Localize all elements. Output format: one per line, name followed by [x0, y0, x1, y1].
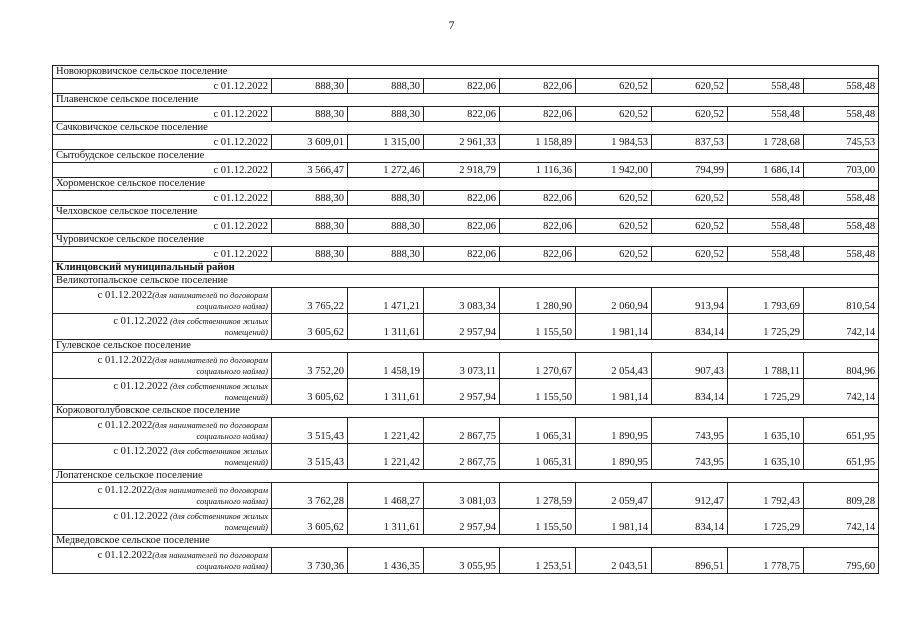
tariff-value-cell: 1 725,29 — [728, 379, 804, 405]
tariff-value-cell: 558,48 — [728, 191, 804, 206]
tariff-value-cell: 1 890,95 — [576, 444, 652, 470]
tariff-value-cell: 3 073,11 — [424, 353, 500, 379]
period-label — [53, 135, 272, 150]
tariff-value-cell: 651,95 — [804, 444, 879, 470]
tariff-value-cell: 3 765,22 — [272, 288, 348, 314]
settlement-name-row — [53, 178, 879, 191]
tariff-value-cell: 742,14 — [804, 379, 879, 405]
period-note-line2: социального найма) — [196, 301, 268, 311]
tariff-value-cell: 3 605,62 — [272, 379, 348, 405]
tariff-value-cell: 888,30 — [348, 191, 424, 206]
tariff-value-cell: 834,14 — [652, 314, 728, 340]
tariff-value-cell: 1 725,29 — [728, 509, 804, 535]
tariff-row — [53, 483, 879, 509]
period-date: с 01.12.2022 — [213, 165, 268, 176]
period-label — [53, 418, 272, 444]
tariff-value-cell: 1 278,59 — [500, 483, 576, 509]
period-date: с 01.12.2022 — [213, 249, 268, 260]
tariff-row — [53, 163, 879, 178]
period-label — [53, 107, 272, 122]
tariff-value-cell: 1 725,29 — [728, 314, 804, 340]
tariff-row — [53, 314, 879, 340]
settlement-name-row — [53, 535, 879, 548]
tariff-row — [53, 548, 879, 574]
tariff-value-cell: 1 981,14 — [576, 379, 652, 405]
period-note-line2: социального найма) — [196, 496, 268, 506]
tariff-value-cell: 795,60 — [804, 548, 879, 574]
settlement-name: Плавенское сельское поселение — [53, 94, 879, 107]
tariff-value-cell: 620,52 — [652, 247, 728, 262]
tariff-value-cell: 1 436,35 — [348, 548, 424, 574]
tariff-value-cell: 1 778,75 — [728, 548, 804, 574]
tariff-value-cell: 2 957,94 — [424, 379, 500, 405]
tariff-value-cell: 2 867,75 — [424, 418, 500, 444]
tariff-value-cell: 804,96 — [804, 353, 879, 379]
tariff-value-cell: 822,06 — [500, 107, 576, 122]
period-date: с 01.12.2022 — [213, 193, 268, 204]
tariff-value-cell: 1 468,27 — [348, 483, 424, 509]
tariff-value-cell: 834,14 — [652, 379, 728, 405]
period-note-line2: помещений) — [224, 522, 268, 532]
tariff-value-cell: 558,48 — [728, 247, 804, 262]
period-date: с 01.12.2022 — [97, 550, 153, 561]
tariff-value-cell: 822,06 — [424, 247, 500, 262]
settlement-name-row — [53, 405, 879, 418]
tariff-value-cell: 912,47 — [652, 483, 728, 509]
tariff-value-cell: 822,06 — [500, 247, 576, 262]
tariff-table-body — [53, 66, 879, 574]
tariff-value-cell: 558,48 — [804, 79, 879, 94]
tariff-value-cell: 2 961,33 — [424, 135, 500, 150]
settlement-name: Чуровичское сельское поселение — [53, 234, 879, 247]
period-note-line2: помещений) — [224, 392, 268, 402]
tariff-row — [53, 219, 879, 234]
tariff-value-cell: 1 221,42 — [348, 418, 424, 444]
tariff-value-cell: 888,30 — [348, 107, 424, 122]
tariff-value-cell: 896,51 — [652, 548, 728, 574]
period-label — [53, 191, 272, 206]
tariff-row — [53, 135, 879, 150]
tariff-value-cell: 888,30 — [272, 79, 348, 94]
tariff-row — [53, 509, 879, 535]
tariff-value-cell: 558,48 — [728, 219, 804, 234]
period-note-line1: (для нанимателей по договорам — [152, 290, 268, 300]
tariff-value-cell: 620,52 — [652, 191, 728, 206]
tariff-value-cell: 558,48 — [728, 79, 804, 94]
period-label — [53, 353, 272, 379]
period-label — [53, 163, 272, 178]
period-label — [53, 379, 272, 405]
tariff-value-cell: 1 158,89 — [500, 135, 576, 150]
period-note-line2: помещений) — [224, 327, 268, 337]
period-label — [53, 444, 272, 470]
settlement-name: Челховское сельское поселение — [53, 206, 879, 219]
tariff-value-cell: 1 155,50 — [500, 314, 576, 340]
tariff-value-cell: 1 981,14 — [576, 314, 652, 340]
tariff-value-cell: 1 065,31 — [500, 444, 576, 470]
period-date: с 01.12.2022 — [213, 137, 268, 148]
period-note-line1: (для нанимателей по договорам — [152, 550, 268, 560]
tariff-value-cell: 822,06 — [424, 191, 500, 206]
tariff-row — [53, 418, 879, 444]
period-note-line1: (для нанимателей по договорам — [152, 485, 268, 495]
tariff-value-cell: 1 984,53 — [576, 135, 652, 150]
tariff-value-cell: 703,00 — [804, 163, 879, 178]
settlement-name-row — [53, 122, 879, 135]
tariff-value-cell: 888,30 — [348, 219, 424, 234]
tariff-value-cell: 834,14 — [652, 509, 728, 535]
tariff-value-cell: 3 605,62 — [272, 509, 348, 535]
tariff-value-cell: 1 155,50 — [500, 509, 576, 535]
tariff-value-cell: 3 515,43 — [272, 418, 348, 444]
settlement-name-row — [53, 150, 879, 163]
period-note-line2: социального найма) — [196, 366, 268, 376]
period-date: с 01.12.2022 — [213, 221, 268, 232]
tariff-value-cell: 1 065,31 — [500, 418, 576, 444]
tariff-value-cell: 2 059,47 — [576, 483, 652, 509]
tariff-value-cell: 1 635,10 — [728, 418, 804, 444]
tariff-value-cell: 3 605,62 — [272, 314, 348, 340]
tariff-value-cell: 3 566,47 — [272, 163, 348, 178]
tariff-value-cell: 822,06 — [500, 79, 576, 94]
tariff-value-cell: 3 730,36 — [272, 548, 348, 574]
tariff-value-cell: 620,52 — [652, 79, 728, 94]
tariff-value-cell: 3 762,28 — [272, 483, 348, 509]
tariff-value-cell: 620,52 — [576, 79, 652, 94]
period-date: с 01.12.2022 — [113, 381, 168, 392]
tariff-value-cell: 742,14 — [804, 509, 879, 535]
tariff-value-cell: 558,48 — [804, 191, 879, 206]
settlement-name: Новоюрковичское сельское поселение — [53, 66, 879, 79]
tariff-row — [53, 191, 879, 206]
tariff-value-cell: 2 918,79 — [424, 163, 500, 178]
tariff-row — [53, 79, 879, 94]
tariff-value-cell: 1 635,10 — [728, 444, 804, 470]
tariff-value-cell: 1 942,00 — [576, 163, 652, 178]
tariff-value-cell: 1 890,95 — [576, 418, 652, 444]
period-note-line1: (для нанимателей по договорам — [152, 355, 268, 365]
tariff-row — [53, 107, 879, 122]
tariff-value-cell: 2 957,94 — [424, 314, 500, 340]
tariff-value-cell: 620,52 — [576, 107, 652, 122]
settlement-name-row — [53, 66, 879, 79]
settlement-name: Коржовоголубовское сельское поселение — [53, 405, 879, 418]
tariff-value-cell: 745,53 — [804, 135, 879, 150]
tariff-value-cell: 913,94 — [652, 288, 728, 314]
period-label — [53, 509, 272, 535]
tariff-value-cell: 888,30 — [348, 247, 424, 262]
settlement-name-row — [53, 470, 879, 483]
tariff-value-cell: 1 270,67 — [500, 353, 576, 379]
period-note-line2: социального найма) — [196, 431, 268, 441]
tariff-value-cell: 1 116,36 — [500, 163, 576, 178]
period-label — [53, 247, 272, 262]
page-number: 7 — [448, 18, 455, 32]
period-date: с 01.12.2022 — [213, 109, 268, 120]
tariff-row — [53, 444, 879, 470]
tariff-value-cell: 809,28 — [804, 483, 879, 509]
tariff-value-cell: 822,06 — [424, 79, 500, 94]
period-date: с 01.12.2022 — [213, 81, 268, 92]
tariff-row — [53, 353, 879, 379]
settlement-name: Сачковичское сельское поселение — [53, 122, 879, 135]
tariff-value-cell: 1 471,21 — [348, 288, 424, 314]
tariff-value-cell: 1 272,46 — [348, 163, 424, 178]
settlement-name-row — [53, 340, 879, 353]
tariff-value-cell: 1 311,61 — [348, 509, 424, 535]
period-label — [53, 79, 272, 94]
tariff-value-cell: 2 867,75 — [424, 444, 500, 470]
settlement-name-row — [53, 94, 879, 107]
tariff-value-cell: 3 083,34 — [424, 288, 500, 314]
period-label — [53, 314, 272, 340]
tariff-value-cell: 1 686,14 — [728, 163, 804, 178]
settlement-name: Великотопальское сельское поселение — [53, 275, 879, 288]
tariff-value-cell: 888,30 — [272, 191, 348, 206]
tariff-row — [53, 247, 879, 262]
tariff-value-cell: 3 515,43 — [272, 444, 348, 470]
period-note-line1: (для нанимателей по договорам — [152, 420, 268, 430]
tariff-value-cell: 837,53 — [652, 135, 728, 150]
tariff-value-cell: 1 793,69 — [728, 288, 804, 314]
period-note-line1: (для собственников жилых — [167, 511, 268, 521]
tariff-row — [53, 288, 879, 314]
period-label — [53, 219, 272, 234]
period-date: с 01.12.2022 — [113, 511, 168, 522]
settlement-name: Сытобудское сельское поселение — [53, 150, 879, 163]
settlement-name-row — [53, 275, 879, 288]
tariff-value-cell: 1 253,51 — [500, 548, 576, 574]
tariff-value-cell: 3 752,20 — [272, 353, 348, 379]
period-note-line1: (для собственников жилых — [167, 381, 268, 391]
settlement-name-row — [53, 206, 879, 219]
tariff-value-cell: 620,52 — [576, 191, 652, 206]
period-date: с 01.12.2022 — [97, 290, 153, 301]
tariff-value-cell: 810,54 — [804, 288, 879, 314]
tariff-value-cell: 1 788,11 — [728, 353, 804, 379]
tariff-value-cell: 2 060,94 — [576, 288, 652, 314]
tariff-value-cell: 1 221,42 — [348, 444, 424, 470]
tariff-value-cell: 907,43 — [652, 353, 728, 379]
tariff-value-cell: 1 981,14 — [576, 509, 652, 535]
tariff-value-cell: 2 054,43 — [576, 353, 652, 379]
tariff-value-cell: 1 792,43 — [728, 483, 804, 509]
period-note-line2: социального найма) — [196, 561, 268, 571]
tariff-value-cell: 822,06 — [424, 219, 500, 234]
tariff-value-cell: 620,52 — [576, 247, 652, 262]
tariff-value-cell: 822,06 — [500, 219, 576, 234]
tariff-value-cell: 1 315,00 — [348, 135, 424, 150]
period-date: с 01.12.2022 — [113, 316, 168, 327]
tariff-value-cell: 620,52 — [652, 219, 728, 234]
tariff-value-cell: 620,52 — [652, 107, 728, 122]
period-date: с 01.12.2022 — [113, 446, 168, 457]
period-note-line1: (для собственников жилых — [167, 446, 268, 456]
tariff-value-cell: 742,14 — [804, 314, 879, 340]
tariff-value-cell: 558,48 — [804, 247, 879, 262]
tariff-value-cell: 1 458,19 — [348, 353, 424, 379]
tariff-value-cell: 888,30 — [348, 79, 424, 94]
tariff-value-cell: 651,95 — [804, 418, 879, 444]
tariff-value-cell: 1 280,90 — [500, 288, 576, 314]
tariff-value-cell: 1 311,61 — [348, 314, 424, 340]
period-date: с 01.12.2022 — [97, 485, 153, 496]
tariff-value-cell: 1 311,61 — [348, 379, 424, 405]
tariff-value-cell: 888,30 — [272, 247, 348, 262]
tariff-value-cell: 2 043,51 — [576, 548, 652, 574]
settlement-name: Медведовское сельское поселение — [53, 535, 879, 548]
tariff-value-cell: 558,48 — [804, 107, 879, 122]
tariff-value-cell: 1 155,50 — [500, 379, 576, 405]
tariff-value-cell: 822,06 — [500, 191, 576, 206]
period-note-line1: (для собственников жилых — [167, 316, 268, 326]
tariff-value-cell: 888,30 — [272, 219, 348, 234]
period-label — [53, 288, 272, 314]
tariff-value-cell: 822,06 — [424, 107, 500, 122]
period-note-line2: помещений) — [224, 457, 268, 467]
period-date: с 01.12.2022 — [97, 355, 153, 366]
district-header-row — [53, 262, 879, 275]
period-label — [53, 548, 272, 574]
settlement-name: Гулевское сельское поселение — [53, 340, 879, 353]
tariff-value-cell: 620,52 — [576, 219, 652, 234]
tariff-table — [52, 65, 879, 574]
tariff-value-cell: 2 957,94 — [424, 509, 500, 535]
district-name: Клинцовский муниципальный район — [53, 262, 879, 275]
period-label — [53, 483, 272, 509]
tariff-value-cell: 558,48 — [804, 219, 879, 234]
period-date: с 01.12.2022 — [97, 420, 153, 431]
tariff-value-cell: 558,48 — [728, 107, 804, 122]
tariff-value-cell: 743,95 — [652, 418, 728, 444]
settlement-name-row — [53, 234, 879, 247]
tariff-value-cell: 794,99 — [652, 163, 728, 178]
tariff-row — [53, 379, 879, 405]
tariff-value-cell: 1 728,68 — [728, 135, 804, 150]
tariff-value-cell: 743,95 — [652, 444, 728, 470]
settlement-name: Хороменское сельское поселение — [53, 178, 879, 191]
tariff-value-cell: 3 609,01 — [272, 135, 348, 150]
tariff-value-cell: 888,30 — [272, 107, 348, 122]
tariff-value-cell: 3 081,03 — [424, 483, 500, 509]
tariff-value-cell: 3 055,95 — [424, 548, 500, 574]
settlement-name: Лопатенское сельское поселение — [53, 470, 879, 483]
